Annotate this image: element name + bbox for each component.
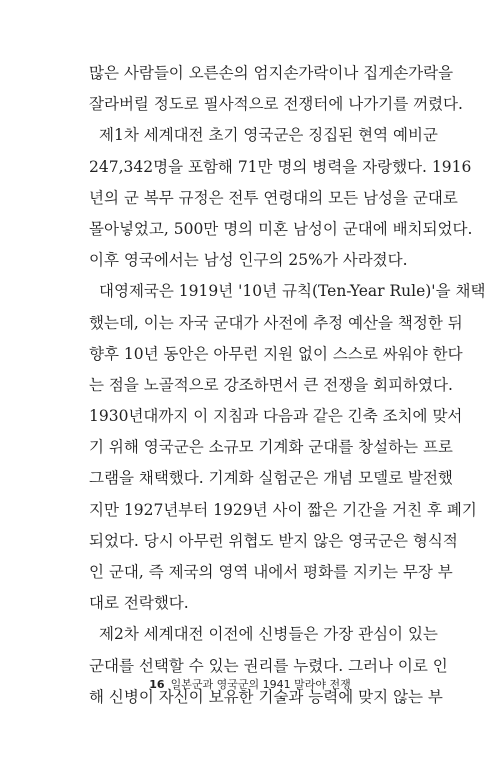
text-line: 247,342명을 포함해 71만 명의 병력을 자랑했다. 1916 (89, 157, 472, 176)
text-line: 잘라버릴 정도로 필사적으로 전쟁터에 나가기를 꺼렸다. (89, 95, 463, 114)
text-line: 몰아넣었고, 500만 명의 미혼 남성이 군대에 배치되었다. (89, 219, 473, 238)
text-line: 기 위해 영국군은 소규모 기계화 군대를 창설하는 프로 (89, 438, 453, 457)
text-line: 지만 1927년부터 1929년 사이 짧은 기간을 거친 후 폐기 (89, 500, 477, 519)
text-line: 향후 10년 동안은 아무런 지원 없이 스스로 싸워야 한다 (89, 344, 463, 363)
text-line: 제2차 세계대전 이전에 신병들은 가장 관심이 있는 (99, 625, 438, 644)
text-line: 1930년대까지 이 지침과 다음과 같은 긴축 조치에 맞서 (89, 407, 463, 426)
text-line: 년의 군 복무 규정은 전투 연령대의 모든 남성을 군대로 (89, 188, 458, 207)
text-line: 대영제국은 1919년 '10년 규칙(Ten-Year Rule)'을 채택 (99, 282, 486, 301)
running-title: 일본군과 영국군의 1941 말라야 전쟁 (170, 678, 351, 691)
text-line: 그램을 채택했다. 기계화 실험군은 개념 모델로 발전했 (89, 469, 453, 488)
text-line: 는 점을 노골적으로 강조하면서 큰 전쟁을 회피하였다. (89, 375, 453, 394)
text-line: 많은 사람들이 오른손의 엄지손가락이나 집게손가락을 (89, 64, 454, 82)
text-line: 군대를 선택할 수 있는 권리를 누렸다. 그러나 이로 인 (89, 656, 448, 675)
text-line: 인 군대, 즉 제국의 영역 내에서 평화를 지키는 무장 부 (89, 563, 453, 581)
text-line: 했는데, 이는 자국 군대가 사전에 추정 예산을 책정한 뒤 (89, 313, 463, 332)
page-number: 16 (149, 678, 165, 691)
page-footer (0, 676, 500, 692)
text-line: 이후 영국에서는 남성 인구의 25%가 사라졌다. (89, 251, 408, 270)
body-text (89, 58, 486, 713)
text-line: 해 신병이 자신이 보유한 기술과 능력에 맞지 않는 부 (89, 687, 443, 706)
text-line: 되었다. 당시 아무런 위협도 받지 않은 영국군은 형식적 (89, 531, 458, 550)
text-line: 대로 전락했다. (89, 594, 189, 613)
text-line: 제1차 세계대전 초기 영국군은 징집된 현역 예비군 (99, 126, 438, 145)
